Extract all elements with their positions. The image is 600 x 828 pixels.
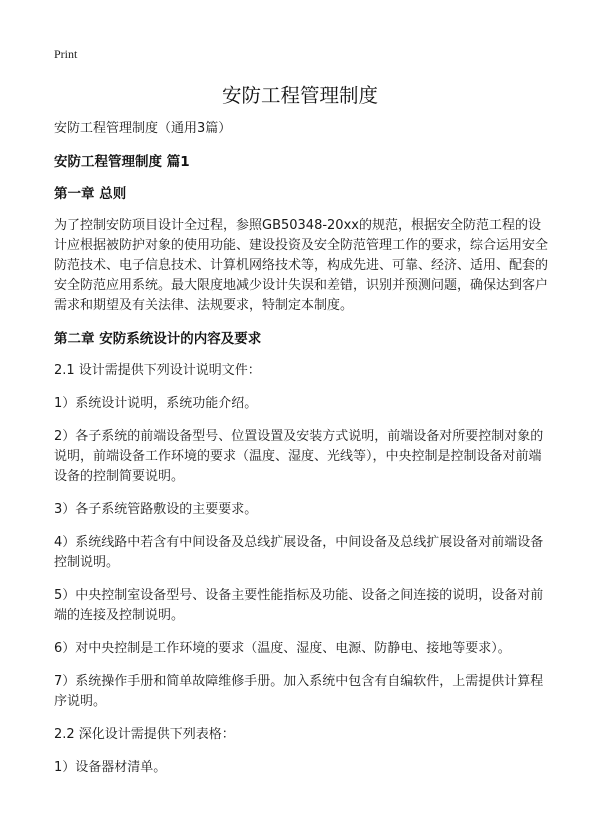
paragraph-item-3: 3）各子系统管路敷设的主要要求。 xyxy=(54,502,258,517)
paragraph-item-2: 2）各子系统的前端设备型号、位置设置及安装方式说明，前端设备对所要控制对象的说明，前端设备工作环境的要求（温度、湿度、光线等），中央控制是控制设备对前端设备的控制简要说明。 xyxy=(54,429,544,484)
print-link[interactable]: Print xyxy=(54,47,78,61)
paragraph-2-2: 2.2 深化设计需提供下列表格： xyxy=(54,727,235,742)
document-subtitle: 安防工程管理制度（通用3篇） xyxy=(54,121,232,136)
chapter2-heading: 第二章 安防系统设计的内容及要求 xyxy=(54,331,262,347)
paragraph-item-4: 4）系统线路中若含有中间设备及总线扩展设备，中间设备及总线扩展设备对前端设备控制说明。 xyxy=(54,535,544,570)
part-heading: 安防工程管理制度 篇1 xyxy=(54,154,190,170)
paragraph-2-2-item-1: 1）设备器材清单。 xyxy=(54,760,167,775)
document-body xyxy=(54,119,548,791)
paragraph-item-6: 6）对中央控制是工作环境的要求（温度、湿度、电源、防静电、接地等要求）。 xyxy=(54,641,511,656)
chapter1-paragraph: 为了控制安防项目设计全过程，参照GB50348-20xx的规范，根据安全防范工程的设计应根据被防护对象的使用功能、建设投资及安全防范管理工作的要求，综合运用安全防范技术、电子信息技术、计算机网络技术等，构成先进、可靠、经济、适用、配套的安全防范应用系统。最大限度地减少设计失误和差错，识别并预测问题，确保达到客户需求和期望及有关法律、法规要求，特制定本制度。 xyxy=(54,218,549,313)
chapter1-heading: 第一章 总则 xyxy=(54,186,127,202)
paragraph-item-7: 7）系统操作手册和简单故障维修手册。加入系统中包含有自编软件，上需提供计算程序说明。 xyxy=(54,674,544,709)
paragraph-item-5: 5）中央控制室设备型号、设备主要性能指标及功能、设备之间连接的说明，设备对前端的连接及控制说明。 xyxy=(54,588,544,623)
paragraph-item-1: 1）系统设计说明，系统功能介绍。 xyxy=(54,396,258,411)
page-title: 安防工程管理制度 xyxy=(221,84,378,107)
paragraph-2-1: 2.1 设计需提供下列设计说明文件： xyxy=(54,363,261,378)
